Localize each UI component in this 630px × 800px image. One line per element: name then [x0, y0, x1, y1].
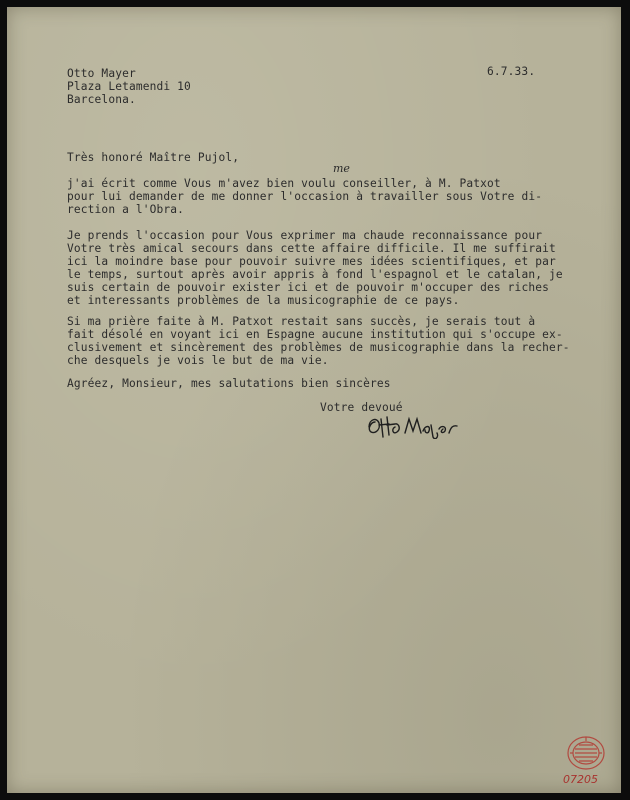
paragraph-2 — [67, 229, 563, 307]
letter-date: 6.7.33. — [487, 65, 536, 78]
sender-city: Barcelona. — [67, 93, 136, 106]
paragraph-4 — [67, 377, 391, 390]
paragraph-line: Votre très amical secours dans cette affaire difficile. Il me suffirait — [67, 242, 556, 255]
paragraph-line: clusivement et sincèrement des problèmes de musicographie dans la recher- — [67, 341, 570, 354]
paragraph-line: Agréez, Monsieur, mes salutations bien sincères — [67, 377, 391, 390]
paragraph-line: Si ma prière faite à M. Patxot restait sans succès, je serais tout à — [67, 315, 536, 328]
paragraph-line: pour lui demander de me donner l'occasion à travailler sous Votre di- — [67, 190, 543, 203]
paragraph-3 — [67, 315, 570, 367]
paragraph-line: fait désolé en voyant ici en Espagne aucune institution qui s'occupe ex- — [67, 328, 563, 341]
paragraph-line: le temps, surtout après avoir appris à fond l'espagnol et le catalan, je — [67, 268, 563, 281]
paragraph-line: j'ai écrit comme Vous m'avez bien voulu conseiller, à M. Patxot — [67, 177, 501, 190]
handwritten-correction: me — [333, 162, 350, 175]
letter-page — [7, 7, 621, 793]
paragraph-line: che desquels je vois le but de ma vie. — [67, 354, 329, 367]
sender-street: Plaza Letamendi 10 — [67, 80, 191, 93]
archive-number: 07205 — [563, 773, 598, 786]
paragraph-line: ici la moindre base pour pouvoir suivre mes idées scientifiques, et par — [67, 255, 556, 268]
paragraph-line: rection a l'Obra. — [67, 203, 185, 216]
paragraph-line: suis certain de pouvoir exister ici et de pouvoir m'occuper des riches — [67, 281, 549, 294]
letter-closing: Votre devoué — [320, 401, 403, 414]
letter-greeting: Très honoré Maître Pujol, — [67, 151, 240, 164]
sender-name: Otto Mayer — [67, 67, 136, 80]
paragraph-line: et interessants problèmes de la musicographie de ce pays. — [67, 294, 460, 307]
paragraph-line: Je prends l'occasion pour Vous exprimer ma chaude reconnaissance pour — [67, 229, 543, 242]
paragraph-1 — [67, 177, 542, 216]
handwritten-signature — [365, 413, 475, 439]
